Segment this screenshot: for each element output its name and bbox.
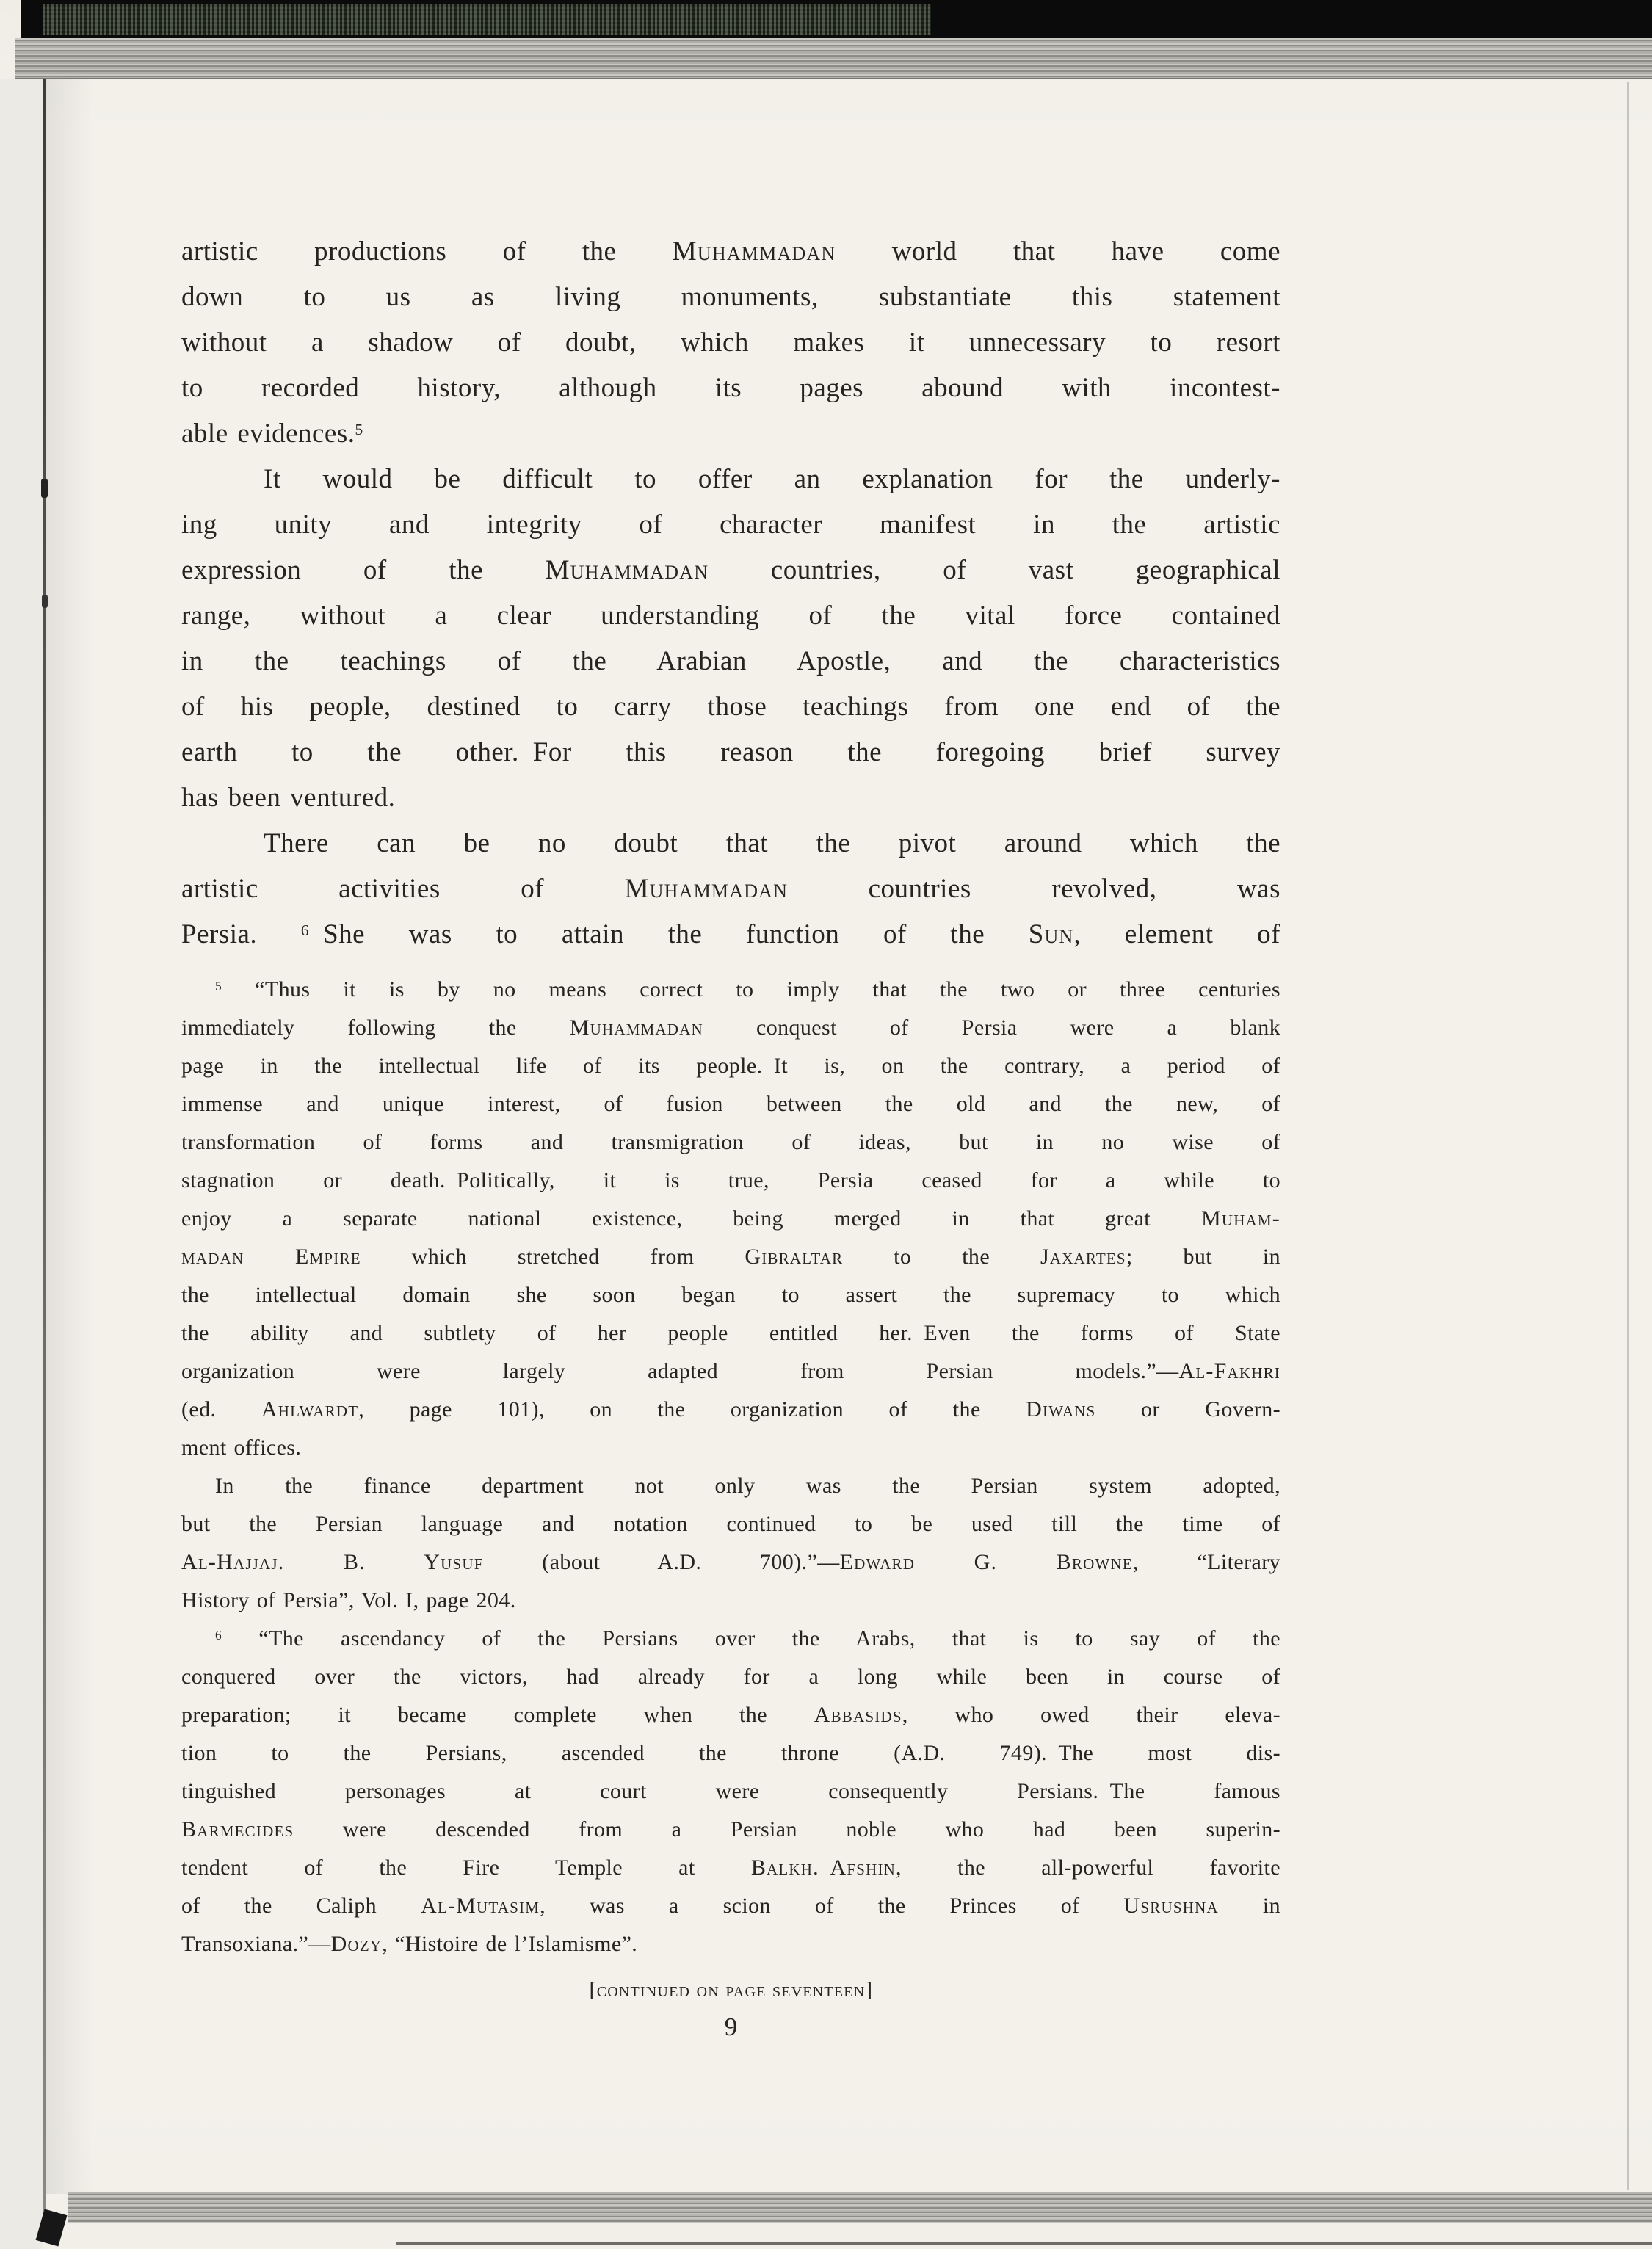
text-line: Al-Hajjaj. B. Yusuf (about A.D. 700).”—Edward G. Browne, “Literary — [181, 1550, 1280, 1574]
gutter-shading — [46, 79, 93, 2194]
text-line: preparation; it became complete when the Abbasids, who owed their eleva- — [181, 1703, 1280, 1727]
text-line: artistic productions of the Muhammadan world that have come — [181, 236, 1280, 267]
text-line: tinguished personages at court were consequently Persians. The famous — [181, 1779, 1280, 1803]
page-edge-stack-top — [15, 38, 1652, 79]
text-line: to recorded history, although its pages abound with incontest- — [181, 373, 1280, 403]
text-line: immense and unique interest, of fusion between the old and the new, of — [181, 1092, 1280, 1116]
text-line: In the finance department not only was the Persian system adopted, — [215, 1474, 1280, 1498]
text-line: $^6$ “The ascendancy of the Persians over the Arabs, that is to say of the — [215, 1626, 1280, 1651]
text-line: It would be difficult to offer an explanation for the underly- — [264, 464, 1280, 494]
text-line: tion to the Persians, ascended the throne (A.D. 749). The most dis- — [181, 1741, 1280, 1765]
text-line: History of Persia”, Vol. I, page 204. — [181, 1588, 516, 1612]
text-line: the ability and subtlety of her people entitled her. Even the forms of State — [181, 1321, 1280, 1345]
text-line: ment offices. — [181, 1435, 302, 1460]
text-line: (ed. Ahlwardt, page 101), on the organization of the Diwans or Govern- — [181, 1397, 1281, 1422]
continued-note: [continued on page seventeen] — [589, 1978, 873, 2002]
text-line: madan Empire which stretched from Gibraltar to the Jaxartes; but in — [181, 1245, 1280, 1269]
text-line: Transoxiana.”—Dozy, “Histoire de l’Islamisme”. — [181, 1932, 638, 1956]
text-line: transformation of forms and transmigration of ideas, but in no wise of — [181, 1130, 1280, 1154]
text-line: $^5$ “Thus it is by no means correct to imply that the two or three centuries — [215, 977, 1280, 1002]
text-line: page in the intellectual life of its people. It is, on the contrary, a period of — [181, 1054, 1280, 1078]
text-line: has been ventured. — [181, 783, 396, 813]
text-line: tendent of the Fire Temple at Balkh. Afshin, the all-powerful favorite — [181, 1855, 1280, 1880]
body-text — [181, 229, 1280, 957]
text-line: earth to the other. For this reason the foregoing brief survey — [181, 737, 1280, 767]
text-line: expression of the Muhammadan countries, of vast geographical — [181, 555, 1280, 585]
page-number: 9 — [724, 2013, 738, 2041]
text-column — [181, 229, 1280, 2042]
text-line: There can be no doubt that the pivot around which the — [264, 828, 1280, 858]
bottom-edge-line — [396, 2242, 1652, 2245]
text-line: without a shadow of doubt, which makes it unnecessary to resort — [181, 327, 1280, 358]
text-line: ing unity and integrity of character manifest in the artistic — [181, 510, 1280, 540]
text-line: enjoy a separate national existence, being merged in that great Muham- — [181, 1206, 1280, 1231]
book-cover-edge-band — [21, 0, 1652, 38]
page-right-edge-line — [1627, 82, 1629, 2190]
scan-artifact-mark — [42, 595, 48, 608]
left-margin-strip — [0, 79, 43, 2249]
text-line: Persia. $^6$ She was to attain the function of the Sun, element of — [181, 919, 1280, 949]
text-line: of his people, destined to carry those teachings from one end of the — [181, 692, 1280, 722]
cover-texture — [43, 4, 931, 35]
footnotes — [181, 971, 1280, 1963]
text-line: range, without a clear understanding of the vital force contained — [181, 601, 1280, 631]
text-line: in the teachings of the Arabian Apostle, and the characteristics — [181, 646, 1280, 676]
text-line: conquered over the victors, had already for a long while been in course of — [181, 1665, 1280, 1689]
text-line: down to us as living monuments, substantiate this statement — [181, 282, 1280, 312]
text-line: immediately following the Muhammadan conquest of Persia were a blank — [181, 1015, 1280, 1040]
text-line: of the Caliph Al-Mutasim, was a scion of the Princes of Usrushna in — [181, 1894, 1280, 1918]
text-line: able evidences.$^5$ — [181, 419, 363, 449]
page-edge-stack-bottom — [68, 2192, 1652, 2223]
text-line: artistic activities of Muhammadan countries revolved, was — [181, 874, 1280, 904]
text-line: Barmecides were descended from a Persian noble who had been superin- — [181, 1817, 1280, 1841]
text-line: the intellectual domain she soon began to assert the supremacy to which — [181, 1283, 1280, 1307]
text-line: organization were largely adapted from Persian models.”—Al-Fakhri — [181, 1359, 1280, 1383]
text-line: but the Persian language and notation continued to be used till the time of — [181, 1512, 1280, 1536]
text-line: stagnation or death. Politically, it is true, Persia ceased for a while to — [181, 1168, 1280, 1192]
scan-artifact-mark — [41, 479, 48, 498]
